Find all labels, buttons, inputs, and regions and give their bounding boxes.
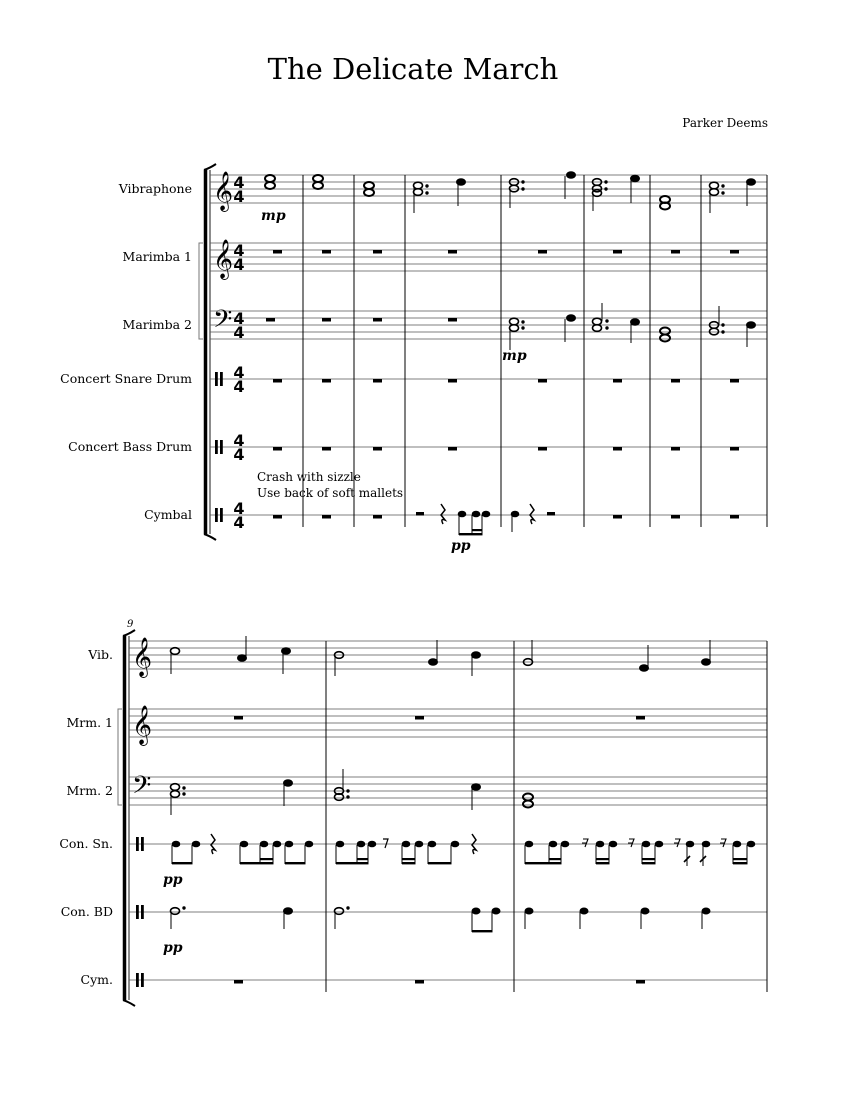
rests-mrm-1 xyxy=(234,716,645,720)
treble-clef-icon: 𝄞 xyxy=(132,637,153,677)
instrument-name-con-bd: Con. BD xyxy=(60,904,113,919)
svg-text:4: 4 xyxy=(233,323,245,342)
system-1 xyxy=(60,164,767,554)
staff-mrm-1 xyxy=(129,709,767,737)
notes-vib xyxy=(171,636,711,676)
svg-text:4: 4 xyxy=(233,377,245,396)
bass-clef-icon: 𝄢 xyxy=(132,771,152,806)
system-bracket xyxy=(204,164,216,540)
instrument-name-vib: Vib. xyxy=(88,647,113,662)
staff-vibraphone xyxy=(210,175,767,203)
rests-marimba-1 xyxy=(273,250,739,254)
instrument-name-cymbal: Cymbal xyxy=(144,507,192,522)
rests-snare-bass xyxy=(273,379,739,451)
staff-vib xyxy=(129,641,767,669)
svg-text:4: 4 xyxy=(233,241,245,260)
barlines-system-2 xyxy=(326,641,767,992)
treble-clef-icon: 𝄞 xyxy=(213,239,234,279)
staff-marimba-2 xyxy=(210,311,767,339)
performance-direction-1: Crash with sizzle xyxy=(257,470,361,484)
staff-marimba-1 xyxy=(210,243,767,271)
notes-marimba-2 xyxy=(266,303,756,350)
instrument-name-mrm-2: Mrm. 2 xyxy=(66,783,113,798)
treble-clef-icon: 𝄞 xyxy=(213,171,234,211)
svg-text:4: 4 xyxy=(233,445,245,464)
svg-text:4: 4 xyxy=(233,173,245,192)
score-title: The Delicate March xyxy=(267,52,559,86)
rests-cym xyxy=(234,980,645,984)
instrument-name-bass-drum: Concert Bass Drum xyxy=(68,439,192,454)
svg-text:4: 4 xyxy=(233,255,245,274)
notes-con-sn xyxy=(172,834,755,866)
marimba-group-bracket xyxy=(118,709,122,805)
instrument-name-snare: Concert Snare Drum xyxy=(60,371,192,386)
dynamic-cymbal: pp xyxy=(451,538,471,554)
staff-mrm-2 xyxy=(129,777,767,805)
svg-text:4: 4 xyxy=(233,431,245,450)
instrument-name-mrm-1: Mrm. 1 xyxy=(66,715,113,730)
dynamic-marimba-2: mp xyxy=(502,348,527,364)
notes-mrm-2 xyxy=(171,769,534,815)
instrument-name-vibraphone: Vibraphone xyxy=(118,181,192,196)
svg-text:4: 4 xyxy=(233,309,245,328)
instrument-name-con-sn: Con. Sn. xyxy=(59,836,113,851)
notes-con-bd xyxy=(171,907,711,933)
svg-text:4: 4 xyxy=(233,363,245,382)
system-bracket xyxy=(123,630,135,1006)
marimba-group-bracket xyxy=(199,243,203,339)
dynamic-vibraphone: mp xyxy=(261,208,286,224)
measure-number: 9 xyxy=(127,619,134,630)
svg-text:4: 4 xyxy=(233,187,245,206)
instrument-name-cym: Cym. xyxy=(80,972,113,987)
dynamic-con-sn: pp xyxy=(163,872,183,888)
treble-clef-icon: 𝄞 xyxy=(132,705,153,745)
system-2 xyxy=(59,619,767,1006)
notes-cymbal xyxy=(273,504,739,535)
svg-text:4: 4 xyxy=(233,513,245,532)
instrument-name-marimba-1: Marimba 1 xyxy=(122,249,192,264)
instrument-name-marimba-2: Marimba 2 xyxy=(122,317,192,332)
composer-name: Parker Deems xyxy=(682,116,768,130)
svg-text:4: 4 xyxy=(233,499,245,518)
notes-vibraphone xyxy=(265,172,756,213)
bass-clef-icon: 𝄢 xyxy=(213,305,233,340)
time-signature xyxy=(233,173,244,532)
dynamic-con-bd: pp xyxy=(163,940,183,956)
performance-direction-2: Use back of soft mallets xyxy=(257,486,404,500)
barlines-system-1 xyxy=(303,175,767,527)
